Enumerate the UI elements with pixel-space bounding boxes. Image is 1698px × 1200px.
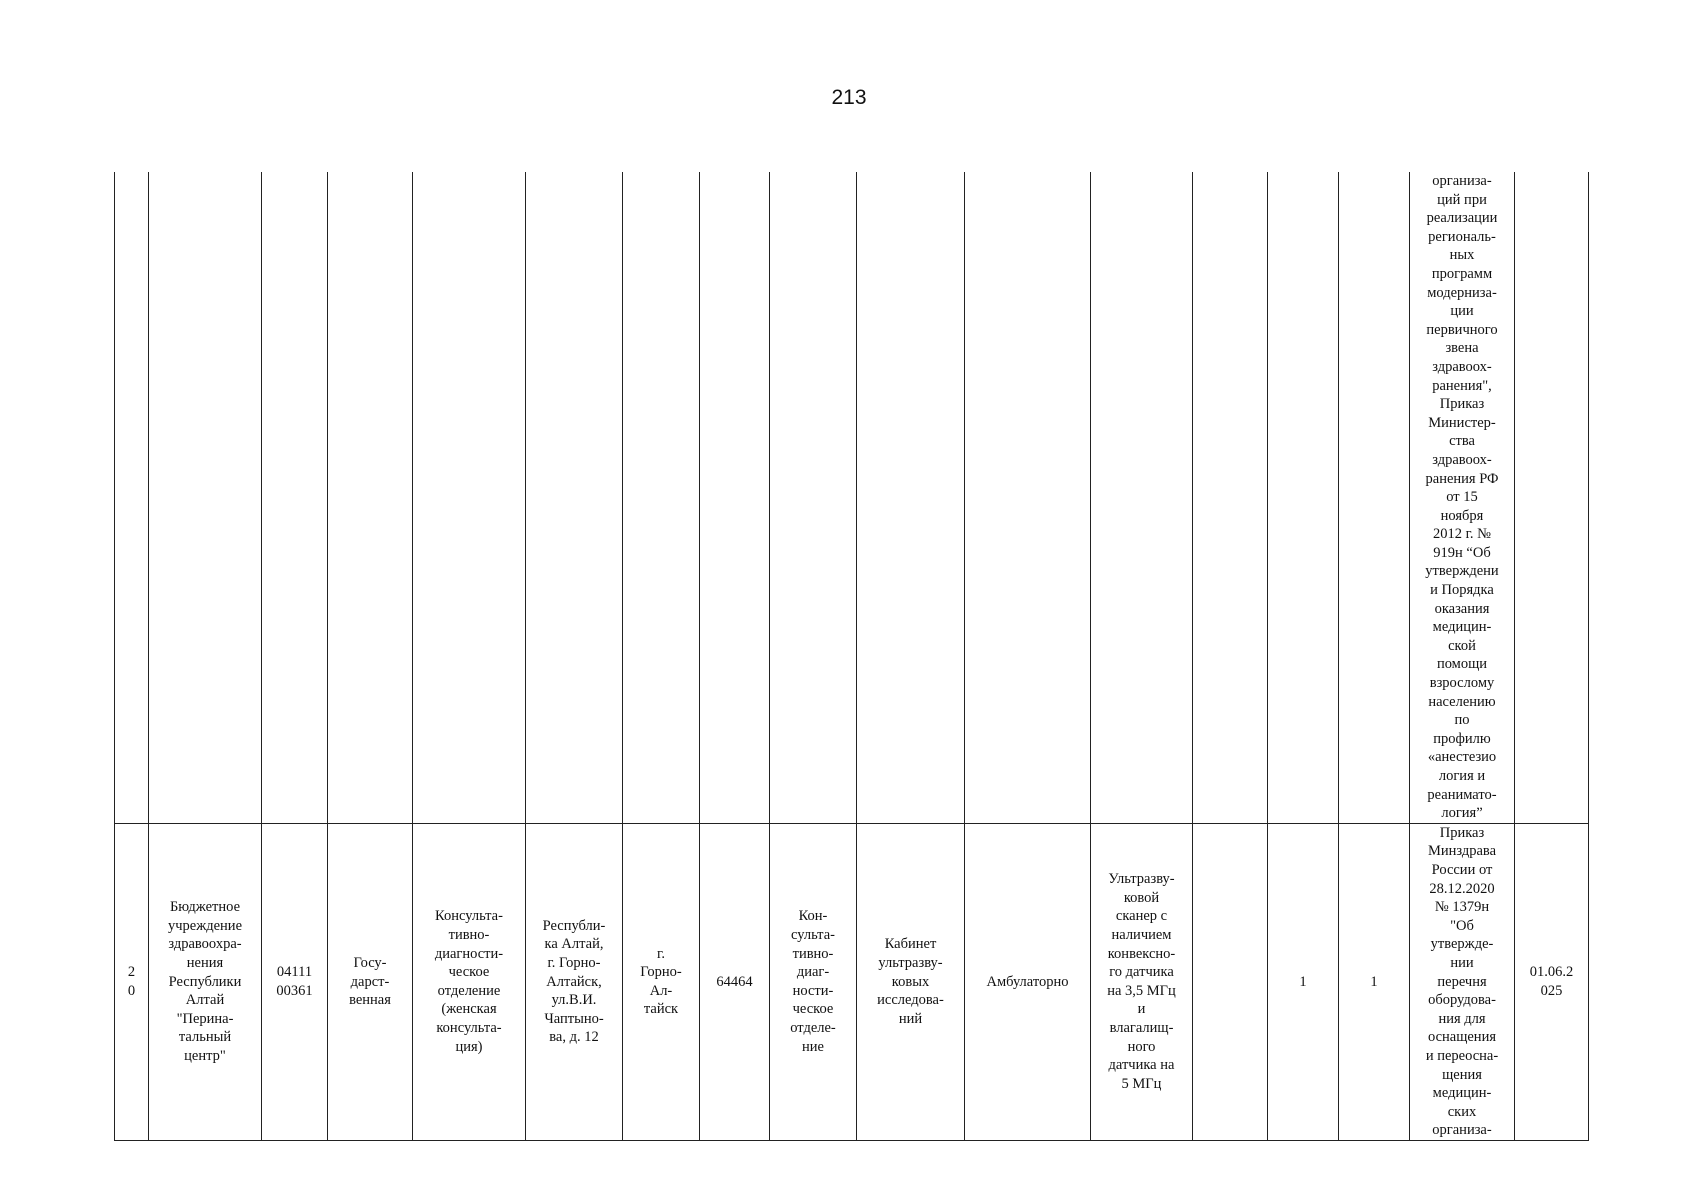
cell-text-line: диаг- [796, 964, 830, 981]
cell-text-line: здравоох- [1432, 358, 1492, 375]
row-number-cell [115, 823, 149, 1140]
cell-text-line: медицин- [1432, 619, 1492, 636]
cell-text-line: перечня [1437, 973, 1487, 990]
cell-text-line: ранения", [1432, 377, 1492, 394]
cell-text-line: населению [1428, 693, 1496, 710]
department-cell [770, 823, 857, 1140]
cell-text-line: Министер- [1428, 414, 1496, 431]
cell-text-line: ультразву- [878, 954, 943, 971]
cell-text-line: ноября [1440, 507, 1484, 524]
cell-text-line: ний [898, 1010, 923, 1027]
cabinet-cell [857, 823, 965, 1140]
cell-text-line: исследова- [877, 992, 944, 1009]
cell-text-line: оборудова- [1428, 992, 1496, 1009]
cell-text-line: оснащения [1427, 1029, 1497, 1046]
cell-text-line: здравоох- [1432, 451, 1492, 468]
cell-text-line: ного [1127, 1038, 1156, 1055]
cell-text-line: сульта- [791, 927, 835, 944]
cell-text-line: ства [1449, 433, 1475, 450]
cell-text-line: тальный [178, 1029, 232, 1046]
cell-text-line: ций при [1437, 191, 1487, 208]
oktmo-cell: 64464 [700, 823, 770, 1140]
cell-text-line: первичного [1426, 321, 1498, 338]
cell-text-line: ности- [792, 982, 834, 999]
cell-text-line: тайск [643, 1001, 679, 1018]
cell-text-line: Республи- [542, 917, 606, 934]
cell-text-line: логия и [1438, 768, 1486, 784]
cell-text-line: отделе- [790, 1020, 836, 1037]
date-cell [1515, 823, 1589, 1140]
organization-cell [149, 823, 262, 1140]
cell-text-line: 919н “Об [1433, 544, 1491, 561]
cell-text-line: отделение [437, 982, 501, 999]
cell-text-line: г. [657, 945, 665, 962]
cell-text-line: и Порядка [1430, 582, 1494, 599]
cell-text-line: ранения РФ [1425, 470, 1499, 487]
cell-text-line: ковых [891, 973, 930, 990]
cell-text-line: «анестезио [1427, 749, 1497, 766]
cell-text-line: взрослому [1429, 675, 1495, 692]
cell-text-line: Чаптыно- [544, 1010, 604, 1027]
cell-text-line: Кон- [798, 908, 828, 925]
cell-text-line: венная [349, 992, 391, 1009]
cell-text-line: на 3,5 МГц [1107, 982, 1176, 999]
ownership-cell [328, 823, 413, 1140]
cell-text-line: (женская [441, 1001, 497, 1018]
legal-basis-continuation-cell [1410, 172, 1515, 823]
cell-text-line: организа- [1432, 1122, 1492, 1139]
cell-text-line: тивно- [448, 927, 490, 944]
cell-text-line: влагалищ- [1109, 1020, 1174, 1037]
cell-text-line: дарст- [350, 973, 390, 990]
table-row-continuation [115, 172, 1589, 823]
cell-text-line: от 15 [1446, 489, 1478, 506]
cell-text-line: 0 [127, 982, 136, 999]
cell-text-line: реализации [1426, 210, 1498, 227]
cell-text-line: Горно- [640, 964, 682, 981]
cell-text-line: ка Алтай, [544, 936, 604, 953]
quantity-b-cell: 1 [1339, 823, 1410, 1140]
cell-text-line: "Об [1450, 917, 1474, 934]
table-row [115, 823, 1589, 1140]
cell-text-line: Бюджетное [169, 899, 241, 916]
cell-text-line: № 1379н [1434, 899, 1490, 916]
code-cell [262, 823, 328, 1140]
division-cell [413, 823, 526, 1140]
cell-text-line: медицин- [1432, 1085, 1492, 1102]
cell-text-line: и переосна- [1425, 1047, 1499, 1064]
cell-text-line: оказания [1434, 600, 1490, 617]
cell-text-line: конвексно- [1107, 945, 1176, 962]
cell-text-line: Минздрава [1427, 843, 1497, 860]
cell-text-line: ских [1447, 1103, 1477, 1120]
cell-text-line: ция) [455, 1038, 483, 1055]
equipment-cell [1091, 823, 1193, 1140]
cell-text-line: программ [1431, 265, 1493, 282]
cell-text-line: Кабинет [884, 936, 937, 953]
cell-text-line: Приказ [1439, 396, 1485, 413]
cell-text-line: России от [1431, 861, 1493, 878]
cell-text-line: щения [1442, 1066, 1482, 1083]
cell-text-line: 2 [127, 964, 136, 981]
cell-text-line: по [1454, 712, 1470, 729]
cell-text-line: профилю [1433, 730, 1491, 747]
cell-text-line: здравоохра- [168, 936, 242, 953]
cell-text-line: и [1137, 1001, 1146, 1018]
cell-text-line: г. Горно- [547, 954, 601, 971]
cell-text-line: нии [1450, 954, 1474, 971]
cell-text-line: 01.06.2 [1529, 964, 1574, 981]
cell-text-line: тивно- [792, 945, 834, 962]
cell-text-line: Ультразву- [1108, 871, 1175, 888]
page-number: 213 [831, 86, 867, 109]
legal-basis-cell [1410, 823, 1515, 1140]
cell-text-line: Консульта- [435, 908, 503, 925]
locality-cell [623, 823, 700, 1140]
cell-text-line: датчика на [1108, 1057, 1175, 1074]
quantity-a-cell: 1 [1268, 823, 1339, 1140]
cell-text-line: Республики [168, 973, 242, 990]
cell-text-line: 00361 [276, 982, 313, 999]
cell-text-line: учреждение [167, 917, 242, 934]
cell-text-line: Госу- [353, 954, 387, 971]
cell-text-line: ской [1448, 637, 1476, 654]
empty-cell [1193, 823, 1268, 1140]
address-cell [526, 823, 623, 1140]
cell-text-line: наличием [1111, 927, 1172, 944]
cell-text-line: "Перина- [176, 1010, 234, 1027]
cell-text-line: ных [1449, 247, 1475, 264]
cell-text-line: организа- [1432, 173, 1492, 189]
cell-text-line: ческое [448, 964, 490, 981]
cell-text-line: нения [186, 954, 224, 971]
cell-text-line: ул.В.И. [551, 992, 597, 1009]
cell-text-line: го датчика [1109, 964, 1174, 981]
cell-text-line: консульта- [436, 1020, 502, 1037]
cell-text-line: ния для [1438, 1010, 1486, 1027]
cell-text-line: модерниза- [1427, 284, 1497, 301]
cell-text-line: ческое [792, 1001, 834, 1018]
cell-text-line: Приказ [1439, 824, 1485, 841]
cell-text-line: утверждени [1425, 563, 1499, 580]
care-form-cell: Амбулаторно [965, 823, 1091, 1140]
cell-text-line: 04111 [276, 964, 313, 981]
cell-text-line: утвержде- [1430, 936, 1494, 953]
cell-text-line: сканер с [1115, 908, 1168, 925]
equipment-registry-table [114, 172, 1589, 1141]
cell-text-line: ние [802, 1038, 824, 1055]
cell-text-line: помощи [1436, 656, 1488, 673]
cell-text-line: 025 [1540, 982, 1563, 999]
cell-text-line: ковой [1123, 889, 1160, 906]
cell-text-line: Алтай [185, 992, 225, 1009]
cell-text-line: ва, д. 12 [549, 1029, 599, 1046]
cell-text-line: ции [1450, 303, 1474, 320]
cell-text-line: Ал- [649, 982, 673, 999]
cell-text-line: диагности- [434, 945, 504, 962]
cell-text-line: звена [1445, 340, 1479, 357]
cell-text-line: центр" [184, 1047, 226, 1064]
cell-text-line: 2012 г. № [1432, 526, 1492, 543]
cell-text-line: 28.12.2020 [1429, 880, 1495, 897]
cell-text-line: логия” [1441, 805, 1483, 822]
cell-text-line: реанимато- [1427, 786, 1497, 803]
cell-text-line: региональ- [1428, 228, 1496, 245]
cell-text-line: Алтайск, [546, 973, 602, 990]
cell-text-line: 5 МГц [1121, 1075, 1162, 1092]
